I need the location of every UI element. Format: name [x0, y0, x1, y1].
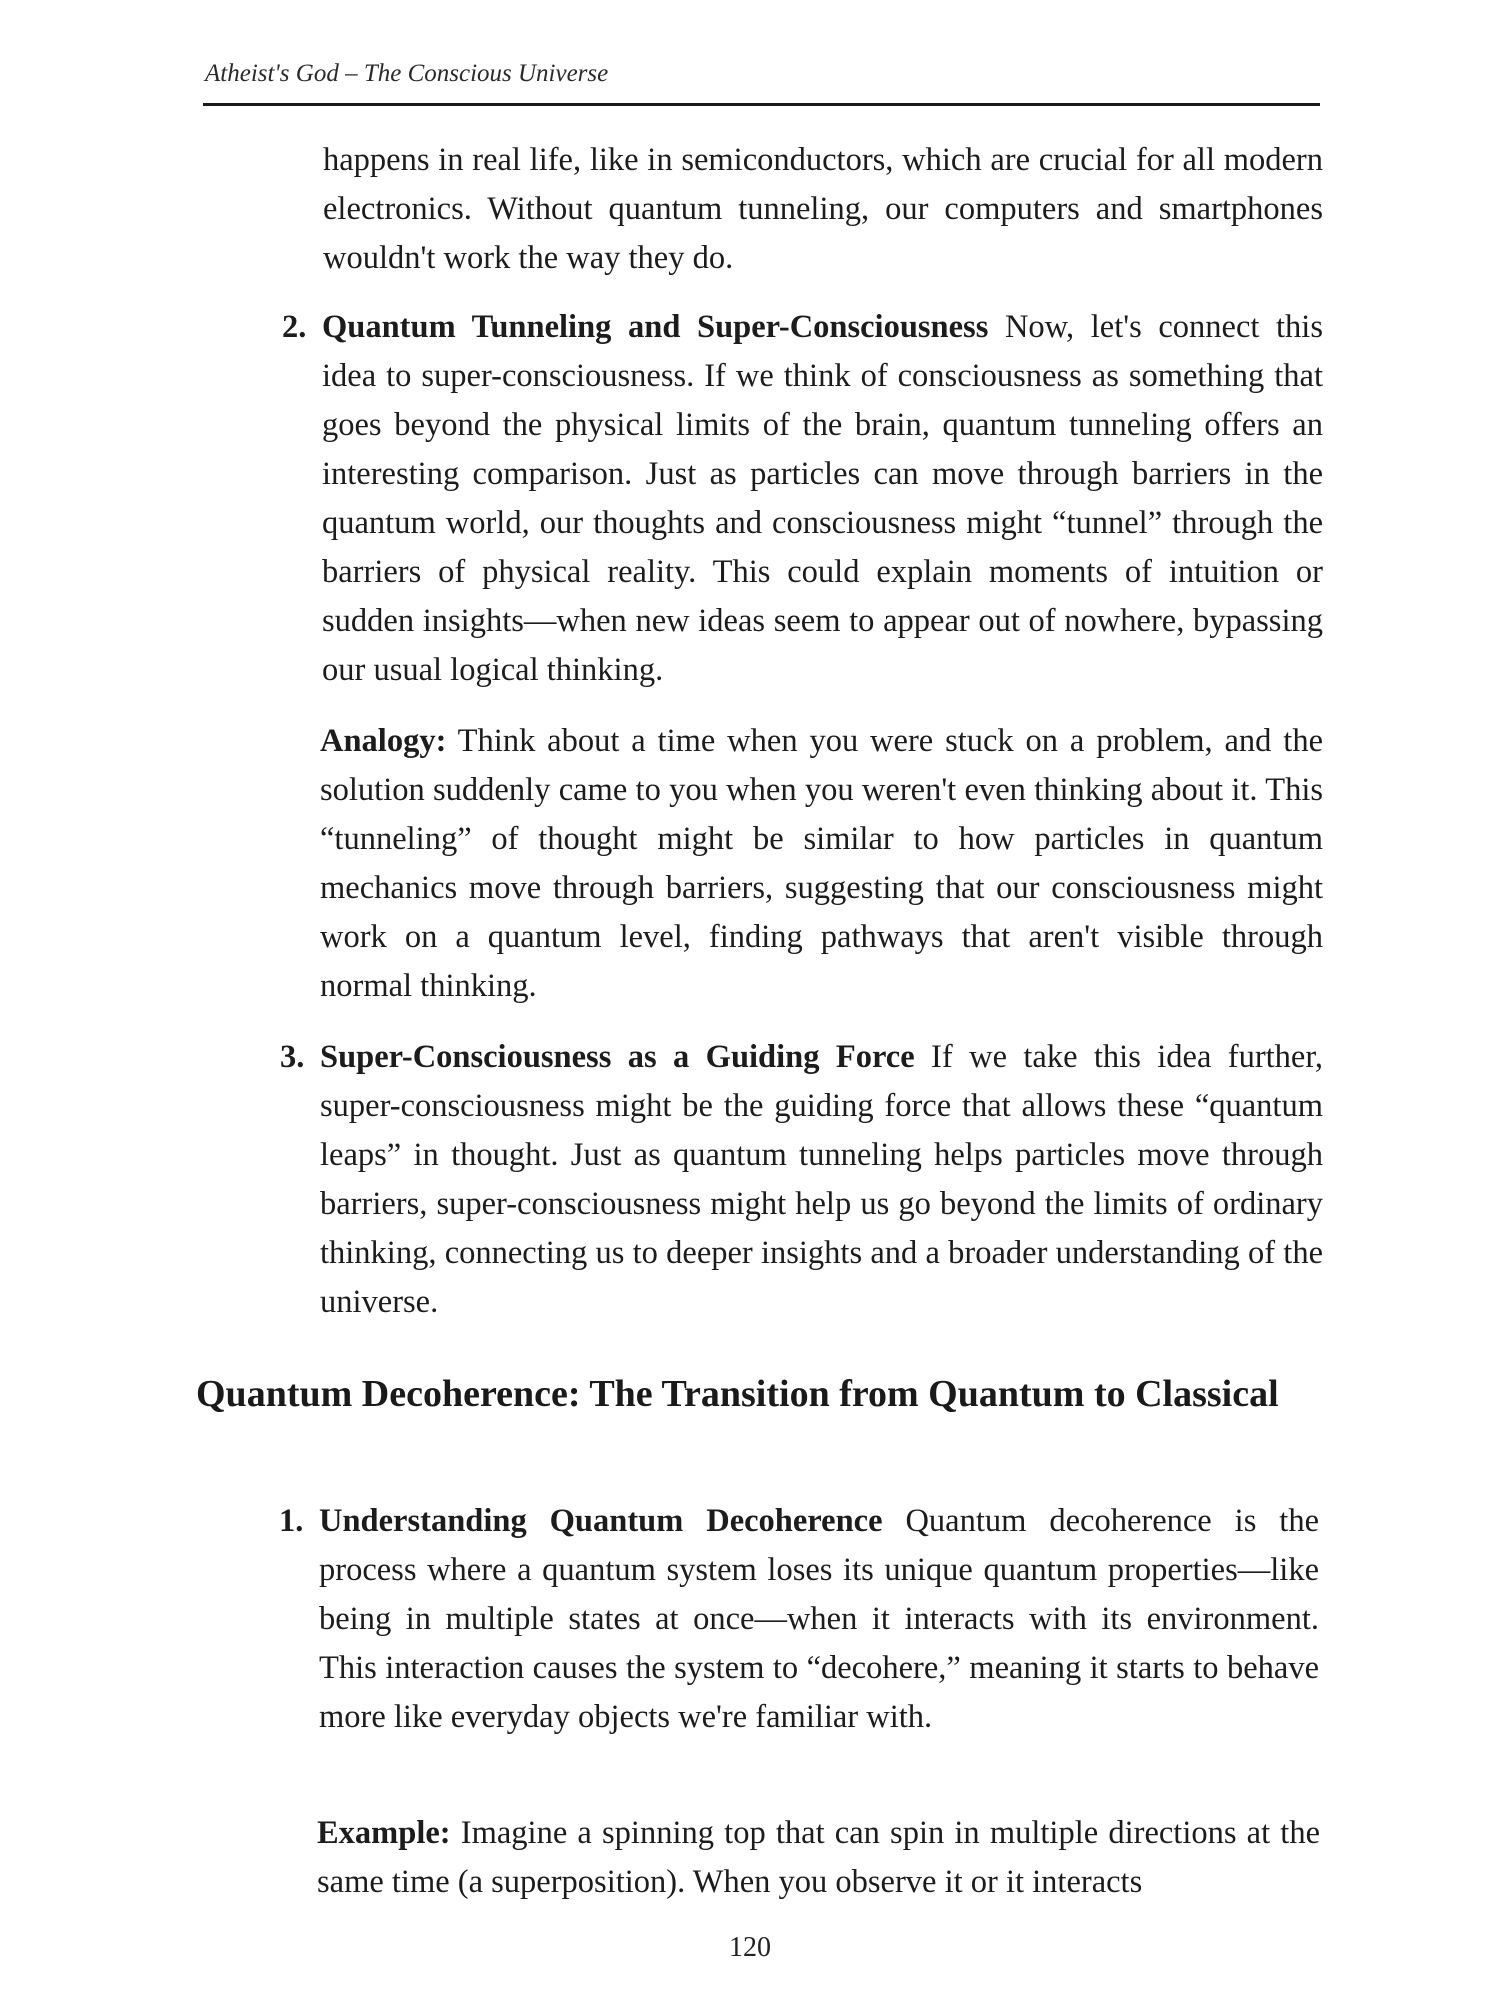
example-label: Example:: [317, 1815, 451, 1851]
list-item-text: [319, 1497, 1319, 1742]
running-title: Atheist's God – The Conscious Universe: [205, 60, 609, 87]
analogy-body: Think about a time when you were stuck on a problem, and the solution suddenly came to you when you weren't even thinking about it. This “tunneling” of thought might be similar to how particles in quantum mechanics move through barriers, suggesting that our consciousness might work on a quantum level, finding pathways that aren't visible through normal thinking.: [320, 723, 1323, 1004]
section-list-item-1: [279, 1497, 1319, 1742]
header-rule: [203, 103, 1320, 106]
list-item-body: Now, let's connect this idea to super-consciousness. If we think of consciousness as something that goes beyond the physical limits of the brain, quantum tunneling offers an interesting comparison. Just as particles can move through barriers in the quantum world, our thoughts and consciousness might “tunnel” through the barriers of physical reality. This could explain moments of intuition or sudden insights—when new ideas seem to appear out of nowhere, bypassing our usual logical thinking.: [322, 309, 1323, 688]
list-item-text: [322, 303, 1323, 695]
list-item-title: Super-Consciousness as a Guiding Force: [320, 1039, 915, 1075]
list-item-number: 2.: [282, 309, 307, 345]
analogy-text: [320, 717, 1323, 1011]
analogy-paragraph: [320, 717, 1323, 1011]
list-item-text: [320, 1033, 1323, 1327]
analogy-label: Analogy:: [320, 723, 447, 759]
list-item-3: [280, 1033, 1323, 1327]
page-number: 120: [729, 1932, 771, 1963]
list-item-body: Quantum decoherence is the process where a quantum system loses its unique quantum properties—like being in multiple states at once—when it interacts with its environment. This interaction causes the system to “decohere,” meaning it starts to behave more like everyday objects we're familiar with.: [319, 1503, 1319, 1735]
example-text: [317, 1809, 1320, 1907]
list-item-number: 3.: [280, 1039, 305, 1075]
list-item-title: Understanding Quantum Decoherence: [319, 1503, 883, 1539]
continuation-paragraph: [323, 136, 1323, 283]
list-item-number: 1.: [279, 1503, 304, 1539]
list-item-body: If we take this idea further, super-consciousness might be the guiding force that allows these “quantum leaps” in thought. Just as quantum tunneling helps particles move through barriers, super-consciousness might help us go beyond the limits of ordinary thinking, connecting us to deeper insights and a broader understanding of the universe.: [320, 1039, 1324, 1320]
continuation-text: happens in real life, like in semiconductors, which are crucial for all modern electronics. Without quantum tunneling, our computers and smartphones wouldn't work the way they do.: [323, 142, 1323, 276]
list-item-title: Quantum Tunneling and Super-Consciousness: [322, 309, 989, 345]
example-body: Imagine a spinning top that can spin in multiple directions at the same time (a superposition). When you observe it or it interacts: [317, 1815, 1320, 1900]
section-heading: Quantum Decoherence: The Transition from Quantum to Classical: [196, 1373, 1279, 1415]
list-item-2: [282, 303, 1323, 695]
example-paragraph: [317, 1809, 1320, 1907]
